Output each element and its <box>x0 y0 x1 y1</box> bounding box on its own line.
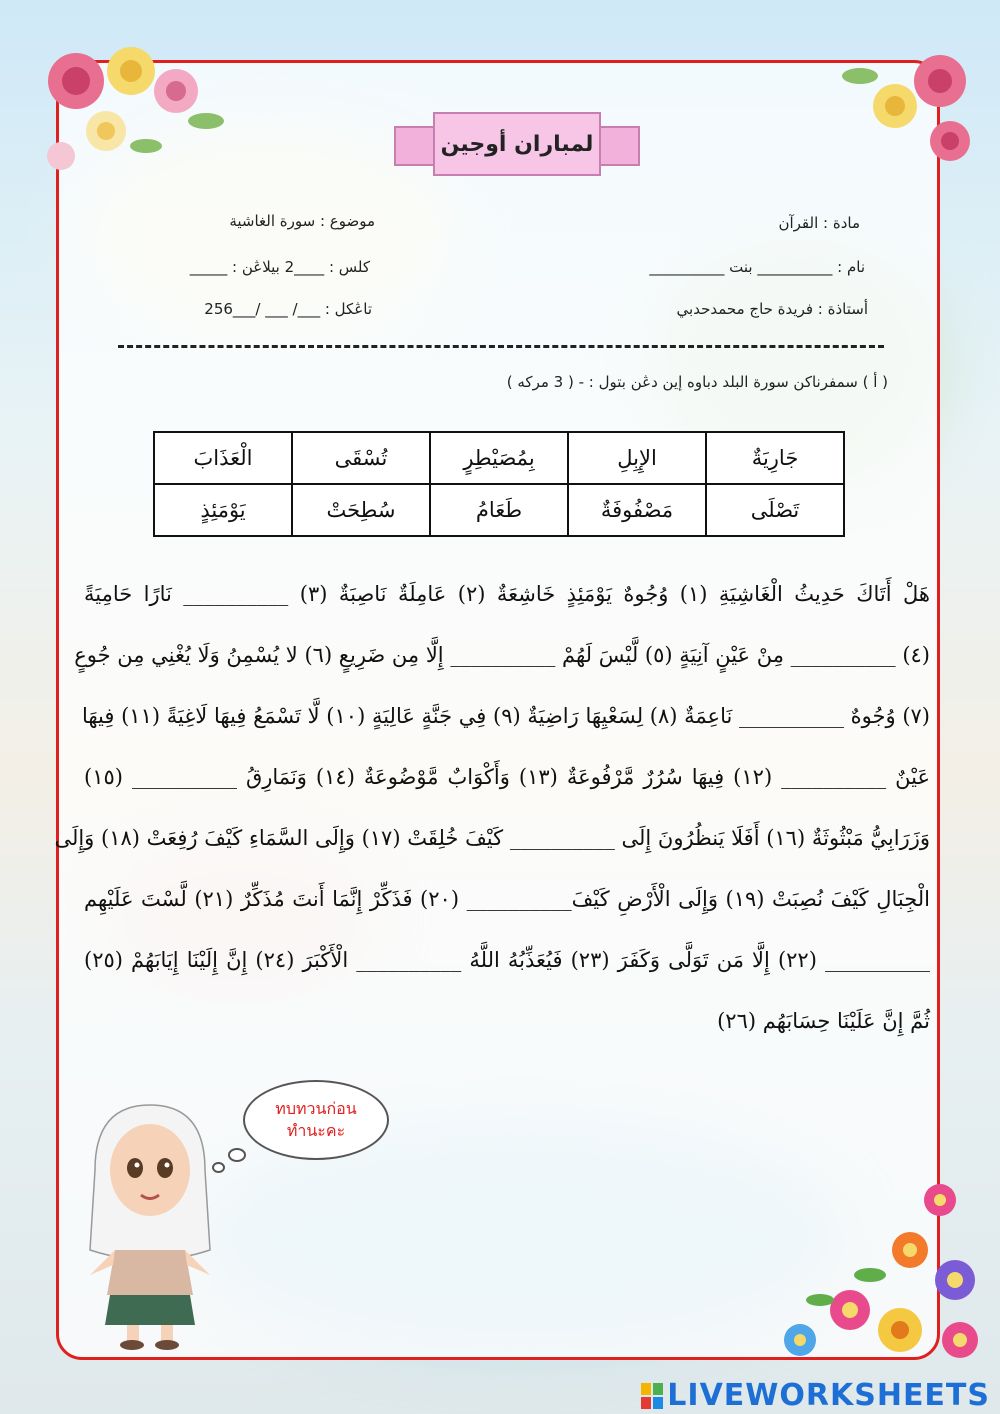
thought-bubble <box>243 1080 389 1160</box>
student-name-field[interactable]: نام : __________ بنت __________ <box>649 258 865 276</box>
worksheet-title: لمباران أوجين <box>433 112 601 176</box>
liveworksheets-logo[interactable] <box>641 1378 990 1413</box>
word-cell[interactable]: الإِبِلِ <box>568 432 706 484</box>
girl-character-icon <box>75 1100 225 1350</box>
table-row <box>154 432 844 484</box>
flower-corner-bottom-right-icon <box>760 1160 990 1370</box>
word-cell[interactable]: جَارِيَةٌ <box>706 432 844 484</box>
bubble-line-1: ทบทวนก่อน <box>275 1099 357 1118</box>
instruction-text: ( أ ) سمفرناكن سورة البلد دباوه إين دڠن بتول : - ( 3 مركه ) <box>506 373 888 391</box>
word-cell[interactable]: مَصْفُوفَةٌ <box>568 484 706 536</box>
verse-line[interactable]: عَيْنٌ __________ (١٢) فِيهَا سُرُرٌ مَّرْفُوعَةٌ (١٣) وَأَكْوَابٌ مَّوْضُوعَةٌ (١٤) وَنَمَارِقُ __________ (١٥) <box>84 765 930 789</box>
table-row <box>154 484 844 536</box>
word-cell[interactable]: سُطِحَتْ <box>292 484 430 536</box>
verse-line[interactable]: هَلْ أَتَاكَ حَدِيثُ الْغَاشِيَةِ (١) وُجُوهٌ يَوْمَئِذٍ خَاشِعَةٌ (٢) عَامِلَةٌ نَاصِبَةٌ (٣) __________ نَارًا حَامِيَةً <box>84 582 930 606</box>
thought-dot <box>228 1148 246 1162</box>
subject-field: مادة : القرآن <box>778 214 860 232</box>
teacher-field: أستاذة : فريدة حاج محمدحدبي <box>676 300 868 318</box>
verse-passage <box>54 570 930 1058</box>
flower-corner-top-left-icon <box>36 36 236 186</box>
verse-line[interactable]: (٧) وُجُوهٌ __________ نَاعِمَةٌ (٨) لِسَعْيِهَا رَاضِيَةٌ (٩) فِي جَنَّةٍ عَالِيَةٍ (١٠) لَّا تَسْمَعُ فِيهَا لَاغِيَةً (١١) فِيهَا <box>81 704 930 728</box>
word-cell[interactable]: تُسْقَى <box>292 432 430 484</box>
bubble-line-2: ทำนะคะ <box>286 1121 346 1140</box>
flower-corner-top-right-icon <box>820 36 980 186</box>
word-cell[interactable]: يَوْمَئِذٍ <box>154 484 292 536</box>
dashed-divider <box>118 345 884 348</box>
word-cell[interactable]: الْعَذَابَ <box>154 432 292 484</box>
verse-line[interactable]: ثُمَّ إِنَّ عَلَيْنَا حِسَابَهُم (٢٦) <box>717 1009 930 1033</box>
brand-name: LIVEWORKSHEETS <box>667 1378 990 1413</box>
date-field[interactable]: تاڠكل : ___/ ___ /___256 <box>204 300 372 318</box>
word-cell[interactable]: طَعَامُ <box>430 484 568 536</box>
verse-line[interactable]: الْجِبَالِ كَيْفَ نُصِبَتْ (١٩) وَإِلَى الْأَرْضِ كَيْفَ__________ (٢٠) فَذَكِّرْ إِنَّمَا أَنتَ مُذَكِّرٌ (٢١) لَّسْتَ عَلَيْهِم <box>84 887 930 911</box>
word-cell[interactable]: تَصْلَى <box>706 484 844 536</box>
word-cell[interactable]: بِمُصَيْطِرٍ <box>430 432 568 484</box>
logo-badge-icon <box>641 1383 663 1409</box>
topic-field: موضوع : سورة الغاشية <box>229 212 375 230</box>
class-field[interactable]: كلس : ____2 بيلاڠن : _____ <box>189 258 370 276</box>
word-bank-table <box>153 431 845 537</box>
verse-line[interactable]: وَزَرَابِيُّ مَبْثُوثَةٌ (١٦) أَفَلَا يَنظُرُونَ إِلَى __________ كَيْفَ خُلِقَتْ (١٧) وَإِلَى السَّمَاءِ كَيْفَ رُفِعَتْ (١٨) وَإِلَى <box>54 826 930 850</box>
verse-line[interactable]: (٤) __________ مِنْ عَيْنٍ آنِيَةٍ (٥) لَّيْسَ لَهُمْ __________ إِلَّا مِن ضَرِيعٍ (٦) لا يُسْمِنُ وَلَا يُغْنِي مِن جُوعٍ <box>74 643 930 667</box>
verse-line[interactable]: __________ (٢٢) إِلَّا مَن تَوَلَّى وَكَفَرَ (٢٣) فَيُعَذِّبُهُ اللَّهُ __________ الْأَكْبَرَ (٢٤) إِنَّ إِلَيْنَا إِيَابَهُمْ (٢٥) <box>84 948 930 972</box>
